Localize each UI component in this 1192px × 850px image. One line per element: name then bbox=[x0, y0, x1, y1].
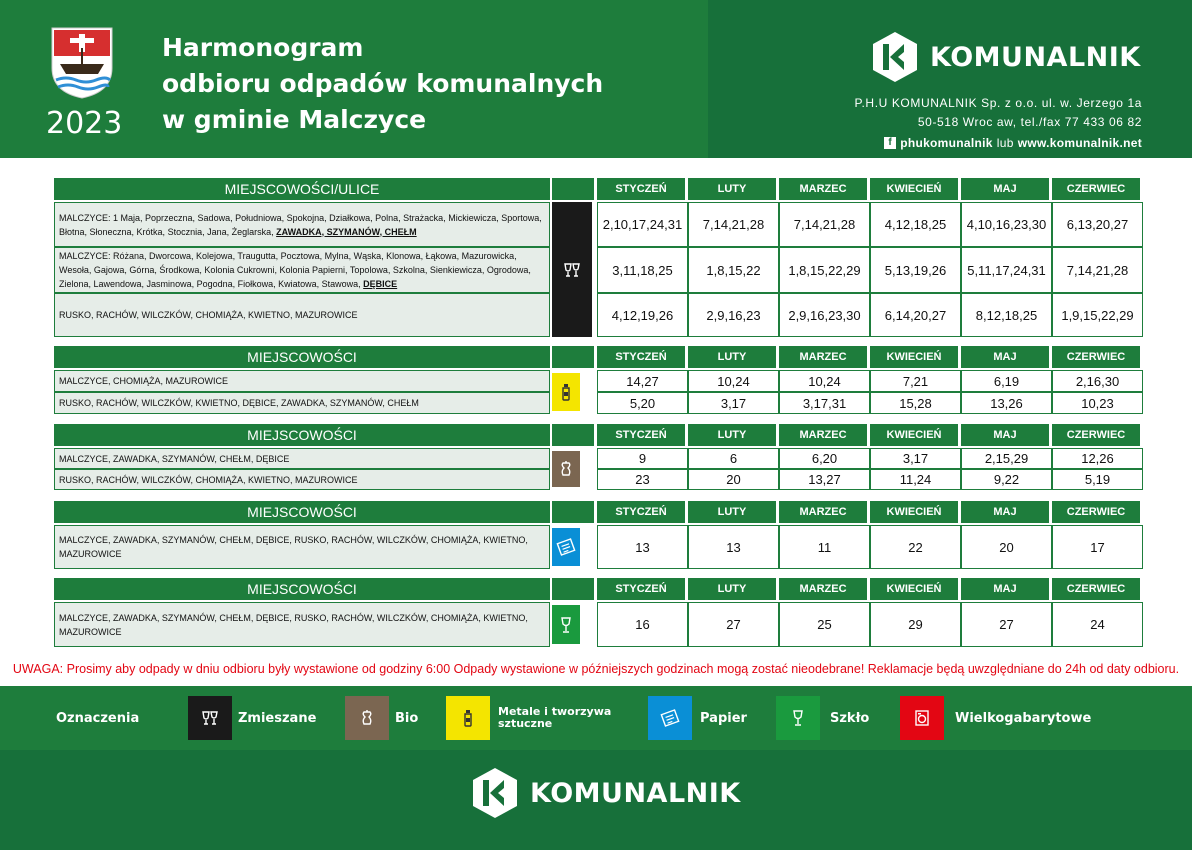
pickup-dates-cell: 25 bbox=[779, 602, 870, 647]
pickup-dates-cell: 8,12,18,25 bbox=[961, 293, 1052, 337]
column-header-month: MARZEC bbox=[779, 178, 867, 200]
pickup-dates-cell: 6 bbox=[688, 448, 779, 469]
pickup-dates-cell: 5,20 bbox=[597, 392, 688, 414]
column-header-month: MAJ bbox=[961, 346, 1049, 368]
pickup-dates-cell: 6,20 bbox=[779, 448, 870, 469]
column-header-month: STYCZEŃ bbox=[597, 424, 685, 446]
plastic-bottle-icon bbox=[446, 696, 490, 740]
apple-core-icon bbox=[552, 451, 580, 487]
pickup-dates-cell: 27 bbox=[961, 602, 1052, 647]
legend-label: Papier bbox=[700, 711, 747, 726]
column-header-locations: MIEJSCOWOŚCI/ULICE bbox=[54, 178, 550, 200]
coat-of-arms-icon bbox=[50, 26, 114, 100]
apple-core-icon bbox=[345, 696, 389, 740]
facebook-icon: f bbox=[884, 137, 896, 149]
pickup-dates-cell: 13 bbox=[688, 525, 779, 569]
column-header-month: LUTY bbox=[688, 346, 776, 368]
pickup-dates-cell: 27 bbox=[688, 602, 779, 647]
column-header-month: MARZEC bbox=[779, 501, 867, 523]
column-header-month: KWIECIEŃ bbox=[870, 424, 958, 446]
column-header-month: KWIECIEŃ bbox=[870, 346, 958, 368]
pickup-dates-cell: 7,14,21,28 bbox=[1052, 247, 1143, 293]
pickup-dates-cell: 4,12,19,26 bbox=[597, 293, 688, 337]
pickup-dates-cell: 4,12,18,25 bbox=[870, 202, 961, 247]
column-header-month: LUTY bbox=[688, 578, 776, 600]
column-header-month: MAJ bbox=[961, 578, 1049, 600]
column-header-icon bbox=[552, 578, 594, 600]
pickup-dates-cell: 5,19 bbox=[1052, 469, 1143, 490]
table-header bbox=[54, 578, 1142, 600]
column-header-month: LUTY bbox=[688, 424, 776, 446]
column-header-icon bbox=[552, 346, 594, 368]
pickup-dates-cell: 24 bbox=[1052, 602, 1143, 647]
pickup-dates-cell: 2,16,30 bbox=[1052, 370, 1143, 392]
legend-title: Oznaczenia bbox=[56, 711, 140, 726]
table-header bbox=[54, 178, 1142, 200]
title-line-1: Harmonogram bbox=[162, 33, 364, 62]
mixed-waste-icon bbox=[552, 202, 592, 337]
pickup-dates-cell: 13 bbox=[597, 525, 688, 569]
column-header-month: STYCZEŃ bbox=[597, 501, 685, 523]
pickup-dates-cell: 7,21 bbox=[870, 370, 961, 392]
year-label: 2023 bbox=[46, 106, 123, 141]
column-header-icon bbox=[552, 178, 594, 200]
row-locations: MALCZYCE: 1 Maja, Poprzeczna, Sadowa, Południowa, Spokojna, Działkowa, Polna, Strażacka, Mickiewicza, Sportowa, Błotna, Słoneczna, Krótka, Stocznia, Jana, Żeglarska, ZAWADKA, SZYMANÓW, CHEŁM bbox=[54, 202, 550, 247]
pickup-dates-cell: 10,24 bbox=[779, 370, 870, 392]
column-header-month: STYCZEŃ bbox=[597, 178, 685, 200]
legend-label: Bio bbox=[395, 711, 419, 726]
column-header-locations: MIEJSCOWOŚCI bbox=[54, 424, 550, 446]
newspaper-icon bbox=[552, 528, 580, 566]
legend-label: Szkło bbox=[830, 711, 870, 726]
pickup-dates-cell: 6,13,20,27 bbox=[1052, 202, 1143, 247]
glass-icon bbox=[552, 605, 580, 644]
column-header-month: CZERWIEC bbox=[1052, 424, 1140, 446]
column-header-month: MAJ bbox=[961, 178, 1049, 200]
pickup-dates-cell: 6,19 bbox=[961, 370, 1052, 392]
social-links bbox=[884, 136, 1142, 150]
column-header-month: CZERWIEC bbox=[1052, 346, 1140, 368]
company-line-2: 50-518 Wroc aw, tel./fax 77 433 06 82 bbox=[917, 115, 1142, 129]
row-locations: MALCZYCE, ZAWADKA, SZYMANÓW, CHEŁM, DĘBICE, RUSKO, RACHÓW, WILCZKÓW, CHOMIĄŻA, KWIETNO, MAZUROWICE bbox=[54, 525, 550, 569]
legend bbox=[0, 686, 1192, 750]
schedule-table bbox=[54, 346, 1142, 411]
pickup-dates-cell: 1,8,15,22 bbox=[688, 247, 779, 293]
company-address bbox=[854, 94, 1142, 132]
table-header bbox=[54, 346, 1142, 368]
page-title bbox=[162, 30, 603, 138]
social-separator: lub bbox=[996, 136, 1014, 150]
pickup-dates-cell: 1,9,15,22,29 bbox=[1052, 293, 1143, 337]
row-locations: RUSKO, RACHÓW, WILCZKÓW, CHOMIĄŻA, KWIETNO, MAZUROWICE bbox=[54, 293, 550, 337]
row-locations: MALCZYCE: Różana, Dworcowa, Kolejowa, Traugutta, Pocztowa, Mylna, Wąska, Klonowa, Łąkowa, Mazurowicka, Wesoła, Gajowa, Górna, Środkowa, Kolonia Cukrowni, Kolonia Papierni, Topolowa, Szkolna, Sienkiewicza, Ogrodowa, Zielona, Lawendowa, Jasminowa, Pogodna, Fiołkowa, Kwiatowa, Stawowa, DĘBICE bbox=[54, 247, 550, 293]
pickup-dates-cell: 17 bbox=[1052, 525, 1143, 569]
pickup-dates-cell: 3,17 bbox=[688, 392, 779, 414]
pickup-dates-cell: 2,10,17,24,31 bbox=[597, 202, 688, 247]
pickup-dates-cell: 12,26 bbox=[1052, 448, 1143, 469]
pickup-dates-cell: 3,17,31 bbox=[779, 392, 870, 414]
column-header-month: STYCZEŃ bbox=[597, 578, 685, 600]
footer bbox=[0, 750, 1192, 850]
column-header-icon bbox=[552, 424, 594, 446]
table-header bbox=[54, 424, 1142, 446]
row-locations: RUSKO, RACHÓW, WILCZKÓW, KWIETNO, DĘBICE, ZAWADKA, SZYMANÓW, CHEŁM bbox=[54, 392, 550, 414]
column-header-month: MAJ bbox=[961, 424, 1049, 446]
pickup-dates-cell: 23 bbox=[597, 469, 688, 490]
column-header-month: MARZEC bbox=[779, 346, 867, 368]
pickup-dates-cell: 11,24 bbox=[870, 469, 961, 490]
pickup-dates-cell: 5,11,17,24,31 bbox=[961, 247, 1052, 293]
table-header bbox=[54, 501, 1142, 523]
column-header-month: LUTY bbox=[688, 178, 776, 200]
pickup-dates-cell: 4,10,16,23,30 bbox=[961, 202, 1052, 247]
mixed-waste-icon bbox=[188, 696, 232, 740]
pickup-dates-cell: 10,24 bbox=[688, 370, 779, 392]
company-line-1: P.H.U KOMUNALNIK Sp. z o.o. ul. w. Jerzego 1a bbox=[854, 96, 1142, 110]
pickup-dates-cell: 7,14,21,28 bbox=[688, 202, 779, 247]
pickup-dates-cell: 15,28 bbox=[870, 392, 961, 414]
schedule-table bbox=[54, 578, 1142, 637]
pickup-dates-cell: 22 bbox=[870, 525, 961, 569]
pickup-dates-cell: 29 bbox=[870, 602, 961, 647]
column-header-month: KWIECIEŃ bbox=[870, 178, 958, 200]
column-header-month: LUTY bbox=[688, 501, 776, 523]
pickup-dates-cell: 2,9,16,23 bbox=[688, 293, 779, 337]
pickup-dates-cell: 9 bbox=[597, 448, 688, 469]
pickup-dates-cell: 6,14,20,27 bbox=[870, 293, 961, 337]
column-header-locations: MIEJSCOWOŚCI bbox=[54, 578, 550, 600]
schedule-table bbox=[54, 178, 1142, 323]
schedule-table bbox=[54, 424, 1142, 487]
column-header-month: STYCZEŃ bbox=[597, 346, 685, 368]
brand-logo bbox=[868, 30, 1148, 86]
pickup-dates-cell: 7,14,21,28 bbox=[779, 202, 870, 247]
pickup-dates-cell: 20 bbox=[961, 525, 1052, 569]
column-header-month: CZERWIEC bbox=[1052, 178, 1140, 200]
komunalnik-logo-icon bbox=[868, 30, 922, 84]
pickup-dates-cell: 14,27 bbox=[597, 370, 688, 392]
facebook-link[interactable]: phukomunalnik bbox=[900, 136, 993, 150]
row-locations: MALCZYCE, ZAWADKA, SZYMANÓW, CHEŁM, DĘBICE, RUSKO, RACHÓW, WILCZKÓW, CHOMIĄŻA, KWIETNO, MAZUROWICE bbox=[54, 602, 550, 647]
brand-name: KOMUNALNIK bbox=[930, 42, 1141, 73]
newspaper-icon bbox=[648, 696, 692, 740]
column-header-month: MARZEC bbox=[779, 578, 867, 600]
pickup-dates-cell: 2,9,16,23,30 bbox=[779, 293, 870, 337]
title-line-3: w gminie Malczyce bbox=[162, 105, 427, 134]
schedule-table bbox=[54, 501, 1142, 559]
column-header-locations: MIEJSCOWOŚCI bbox=[54, 501, 550, 523]
pickup-dates-cell: 16 bbox=[597, 602, 688, 647]
notice-text: UWAGA: Prosimy aby odpady w dniu odbioru były wystawione od godziny 6:00 Odpady wystawione w późniejszych godzinach mogą zostać nieodebrane! Reklamacje będą uwzględniane do 24h od daty odbioru. bbox=[12, 662, 1180, 676]
title-line-2: odbioru odpadów komunalnych bbox=[162, 69, 604, 98]
washing-machine-icon bbox=[900, 696, 944, 740]
pickup-dates-cell: 1,8,15,22,29 bbox=[779, 247, 870, 293]
column-header-month: KWIECIEŃ bbox=[870, 501, 958, 523]
plastic-bottle-icon bbox=[552, 373, 580, 411]
legend-label: Zmieszane bbox=[238, 711, 317, 726]
pickup-dates-cell: 9,22 bbox=[961, 469, 1052, 490]
pickup-dates-cell: 13,27 bbox=[779, 469, 870, 490]
glass-icon bbox=[776, 696, 820, 740]
column-header-locations: MIEJSCOWOŚCI bbox=[54, 346, 550, 368]
pickup-dates-cell: 13,26 bbox=[961, 392, 1052, 414]
footer-brand-name: KOMUNALNIK bbox=[530, 778, 741, 809]
column-header-month: MARZEC bbox=[779, 424, 867, 446]
row-locations: RUSKO, RACHÓW, WILCZKÓW, CHOMIĄŻA, KWIETNO, MAZUROWICE bbox=[54, 469, 550, 490]
pickup-dates-cell: 5,13,19,26 bbox=[870, 247, 961, 293]
pickup-dates-cell: 10,23 bbox=[1052, 392, 1143, 414]
row-locations: MALCZYCE, ZAWADKA, SZYMANÓW, CHEŁM, DĘBICE bbox=[54, 448, 550, 469]
pickup-dates-cell: 3,11,18,25 bbox=[597, 247, 688, 293]
legend-label: Wielkogabarytowe bbox=[955, 711, 1092, 726]
column-header-month: CZERWIEC bbox=[1052, 578, 1140, 600]
pickup-dates-cell: 3,17 bbox=[870, 448, 961, 469]
column-header-month: MAJ bbox=[961, 501, 1049, 523]
column-header-icon bbox=[552, 501, 594, 523]
komunalnik-logo-icon bbox=[468, 766, 522, 820]
row-locations: MALCZYCE, CHOMIĄŻA, MAZUROWICE bbox=[54, 370, 550, 392]
website-link[interactable]: www.komunalnik.net bbox=[1017, 136, 1142, 150]
pickup-dates-cell: 20 bbox=[688, 469, 779, 490]
legend-label: Metale i tworzywa sztuczne bbox=[498, 705, 612, 730]
column-header-month: KWIECIEŃ bbox=[870, 578, 958, 600]
pickup-dates-cell: 2,15,29 bbox=[961, 448, 1052, 469]
column-header-month: CZERWIEC bbox=[1052, 501, 1140, 523]
pickup-dates-cell: 11 bbox=[779, 525, 870, 569]
footer-brand-logo bbox=[468, 766, 748, 822]
